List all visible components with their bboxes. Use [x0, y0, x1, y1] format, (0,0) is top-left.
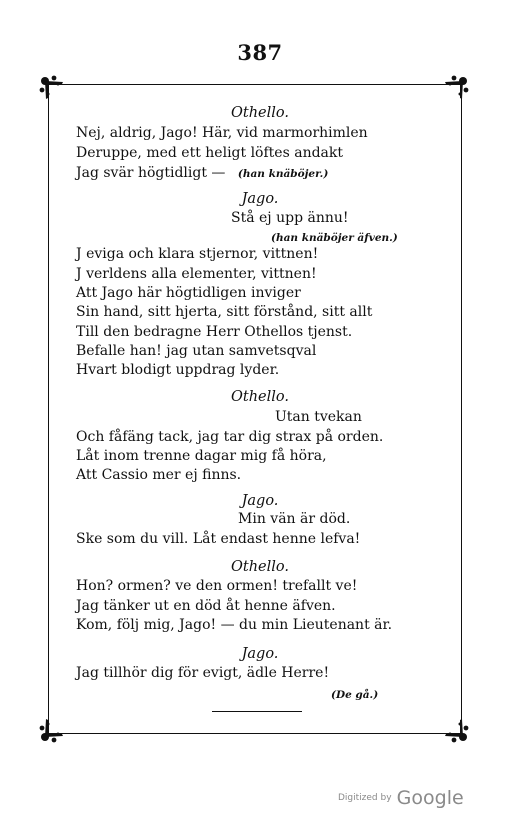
verse-line: Kom, följ mig, Jago! — du min Lieutenant är. — [76, 617, 393, 633]
watermark-prefix: Digitized by — [338, 793, 392, 803]
verse-line: J verldens alla elementer, vittnen! — [76, 266, 317, 282]
verse-line: Deruppe, med ett heligt löftes andakt — [76, 145, 343, 161]
verse-line: J eviga och klara stjernor, vittnen! — [76, 246, 319, 262]
verse-line: Låt inom trenne dagar mig få höra, — [76, 448, 327, 464]
verse-line: Att Jago här högtidligen inviger — [76, 285, 301, 301]
verse-line: Till den bedragne Herr Othellos tjenst. — [76, 324, 353, 340]
verse-line: Nej, aldrig, Jago! Här, vid marmorhimlen — [76, 125, 368, 141]
digitized-watermark — [338, 787, 464, 809]
verse-line: Stå ej upp ännu! — [231, 210, 349, 226]
speaker-name: Jago. — [241, 646, 279, 662]
corner-ornament-icon — [36, 716, 66, 746]
page-number: 387 — [237, 40, 283, 65]
corner-ornament-icon — [442, 72, 472, 102]
verse-line: Utan tvekan — [275, 409, 362, 425]
speaker-name: Othello. — [231, 389, 289, 405]
speaker-name: Jago. — [241, 493, 279, 509]
verse-text: Jag svär högtidligt — — [76, 165, 226, 181]
verse-line: Min vän är död. — [238, 511, 351, 527]
verse-line — [0, 164, 520, 183]
verse-line: Ske som du vill. Låt endast henne lefva! — [76, 531, 361, 547]
speaker-name: Jago. — [241, 191, 279, 207]
corner-ornament-icon — [36, 72, 66, 102]
verse-line: Och fåfäng tack, jag tar dig strax på orden. — [76, 429, 384, 445]
verse-line: Hvart blodigt uppdrag lyder. — [76, 362, 280, 378]
verse-line: Jag tillhör dig för evigt, ädle Herre! — [76, 665, 330, 681]
speaker-name: Othello. — [231, 559, 289, 575]
speaker-name: Othello. — [231, 105, 289, 121]
stage-direction: (han knäböjer äfven.) — [271, 232, 398, 244]
stage-direction: (De gå.) — [331, 689, 379, 701]
verse-line: Sin hand, sitt hjerta, sitt förstånd, sitt allt — [76, 304, 373, 320]
google-logo: Google — [396, 787, 464, 809]
verse-line: Hon? ormen? ve den ormen! trefallt ve! — [76, 578, 358, 594]
verse-line: Att Cassio mer ej finns. — [76, 467, 242, 483]
end-rule-divider — [212, 711, 302, 712]
corner-ornament-icon — [442, 716, 472, 746]
stage-direction: (han knäböjer.) — [237, 168, 329, 180]
verse-line: Jag tänker ut en död åt henne äfven. — [76, 598, 336, 614]
verse-line: Befalle han! jag utan samvetsqval — [76, 343, 317, 359]
